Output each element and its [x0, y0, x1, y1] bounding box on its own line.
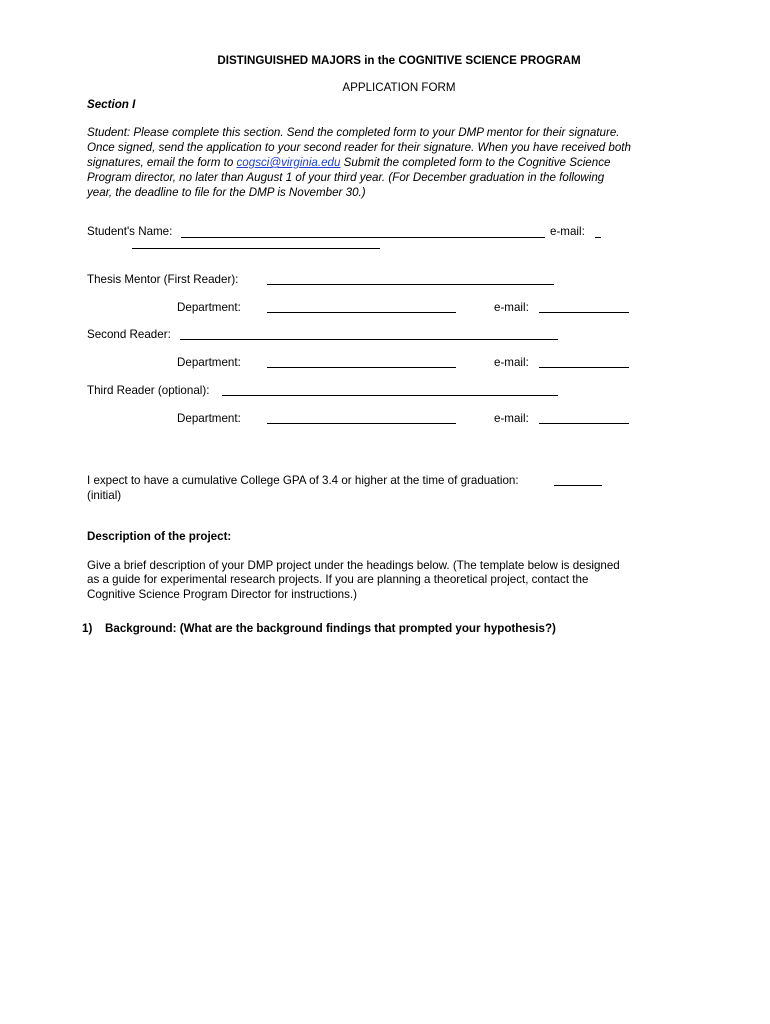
background-heading: Background: (What are the background findings that prompted your hypothesis?) [105, 622, 556, 635]
description-line-1: Give a brief description of your DMP project under the headings below. (The template below is designed [87, 559, 620, 572]
student-email-field-start[interactable] [595, 237, 601, 238]
thesis-mentor-label: Thesis Mentor (First Reader): [87, 273, 239, 286]
section-heading: Section I [87, 98, 136, 111]
second-reader-department-label: Department: [177, 356, 241, 369]
third-reader-department-field[interactable] [267, 423, 456, 424]
student-name-field[interactable] [181, 237, 545, 238]
student-name-label: Student's Name: [87, 225, 173, 238]
second-reader-department-field[interactable] [267, 367, 456, 368]
instructions-line-5: year, the deadline to file for the DMP is November 30.) [87, 186, 366, 199]
gpa-initial-label: (initial) [87, 489, 122, 502]
third-reader-field[interactable] [222, 395, 558, 396]
third-reader-email-label: e-mail: [494, 412, 529, 425]
second-reader-email-field[interactable] [539, 367, 629, 368]
email-link[interactable]: cogsci@virginia.edu [236, 156, 341, 169]
second-reader-email-label: e-mail: [494, 356, 529, 369]
thesis-mentor-field[interactable] [267, 284, 554, 285]
student-email-field[interactable] [132, 248, 380, 249]
mentor-email-field[interactable] [539, 312, 629, 313]
description-heading: Description of the project: [87, 530, 232, 543]
instructions-line-4: Program director, no later than August 1 of your third year. (For December graduation in the following [87, 171, 605, 184]
mentor-department-label: Department: [177, 301, 241, 314]
gpa-statement: I expect to have a cumulative College GPA of 3.4 or higher at the time of graduation: [87, 474, 519, 487]
mentor-email-label: e-mail: [494, 301, 529, 314]
gpa-initial-field[interactable] [554, 485, 602, 486]
mentor-department-field[interactable] [267, 312, 456, 313]
instructions-line-1: Student: Please complete this section. Send the completed form to your DMP mentor for their signature. [87, 126, 620, 139]
description-line-3: Cognitive Science Program Director for instructions.) [87, 588, 357, 601]
form-subtitle: APPLICATION FORM [342, 81, 456, 94]
instructions-line-3-post: Submit the completed form to the Cognitive Science [340, 156, 611, 169]
instructions-line-2: Once signed, send the application to your second reader for their signature. When you have received both [87, 141, 631, 154]
third-reader-department-label: Department: [177, 412, 241, 425]
background-number: 1) [82, 622, 93, 635]
description-line-2: as a guide for experimental research projects. If you are planning a theoretical project, contact the [87, 573, 589, 586]
instructions-line-3-pre: signatures, email the form to [87, 156, 237, 169]
student-email-label: e-mail: [550, 225, 585, 238]
second-reader-label: Second Reader: [87, 328, 171, 341]
instructions-line-3 [87, 155, 610, 170]
third-reader-email-field[interactable] [539, 423, 629, 424]
third-reader-label: Third Reader (optional): [87, 384, 210, 397]
second-reader-field[interactable] [180, 339, 558, 340]
form-title: DISTINGUISHED MAJORS in the COGNITIVE SCIENCE PROGRAM [217, 54, 581, 67]
